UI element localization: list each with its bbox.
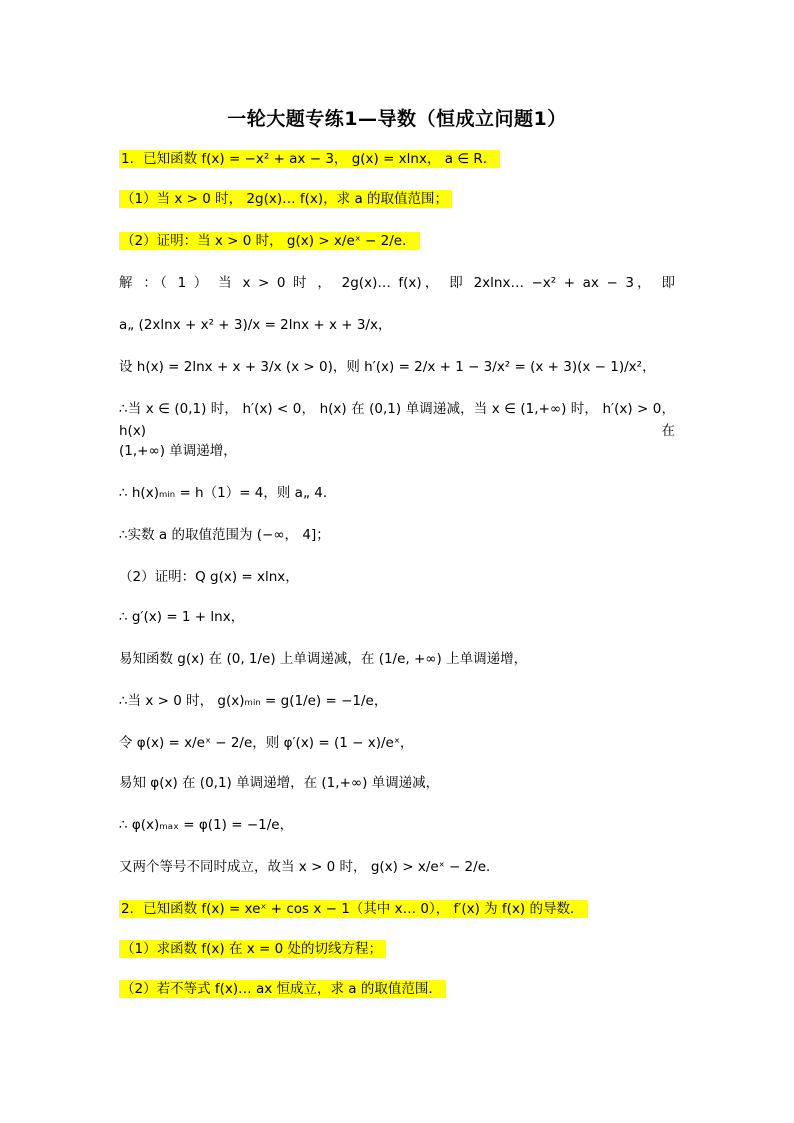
solution-line: ∴ φ(x)ₘₐₓ = φ(1) = −1/e， <box>119 817 294 833</box>
solution-line: ∴实数 a 的取值范围为 (−∞， 4]； <box>119 527 330 543</box>
solution-line: ∴当 x ∈ (0,1) 时， h′(x) < 0， h(x) 在 (0,1) 单调递减，当 x ∈ (1,+∞) 时， h′(x) > 0， h(x) 在 <box>119 401 675 439</box>
solution-line: 令 φ(x) = x/eˣ − 2/e，则 φ′(x) = (1 − x)/eˣ， <box>119 735 414 751</box>
problem-1-part-1: （1）当 x > 0 时， 2g(x)… f(x)，求 a 的取值范围； <box>119 188 452 210</box>
solution-line: ∴ g′(x) = 1 + lnx， <box>119 609 245 625</box>
solution-line: a„ (2xlnx + x² + 3)/x = 2lnx + x + 3/x， <box>119 317 392 333</box>
page-title: 一轮大题专练1—导数（恒成立问题1） <box>227 108 567 130</box>
solution-line: ∴ h(x)ₘᵢₙ = h（1）= 4，则 a„ 4． <box>119 485 337 501</box>
problem-1-part-2: （2）证明：当 x > 0 时， g(x) > x/eˣ − 2/e． <box>119 230 420 252</box>
problem-2-statement: 2．已知函数 f(x) = xeˣ + cos x − 1（其中 x… 0）， f′(x) 为 f(x) 的导数． <box>119 898 588 920</box>
solution-line: (1,+∞) 单调递增， <box>119 443 237 459</box>
solution-line: ∴当 x > 0 时， g(x)ₘᵢₙ = g(1/e) = −1/e， <box>119 693 388 709</box>
problem-2-part-2: （2）若不等式 f(x)… ax 恒成立，求 a 的取值范围． <box>119 978 446 1000</box>
solution-line: 解 ：（ 1 ） 当 x > 0 时 ， 2g(x)… f(x)， 即 2xlnx… −x² + ax − 3， 即 <box>119 275 675 291</box>
problem-1-statement: 1．已知函数 f(x) = −x² + ax − 3， g(x) = xlnx， a ∈ R． <box>119 148 500 170</box>
problem-2-part-1: （1）求函数 f(x) 在 x = 0 处的切线方程； <box>119 938 386 960</box>
solution-line: （2）证明：Q g(x) = xlnx， <box>119 569 299 585</box>
solution-line: 易知函数 g(x) 在 (0, 1/e) 上单调递减，在 (1/e, +∞) 上单调递增， <box>119 651 528 667</box>
solution-line: 设 h(x) = 2lnx + x + 3/x (x > 0)，则 h′(x) = 2/x + 1 − 3/x² = (x + 3)(x − 1)/x²， <box>119 359 656 375</box>
solution-line: 易知 φ(x) 在 (0,1) 单调递增，在 (1,+∞) 单调递减， <box>119 775 440 791</box>
solution-line: 又两个等号不同时成立，故当 x > 0 时， g(x) > x/eˣ − 2/e． <box>119 859 500 875</box>
